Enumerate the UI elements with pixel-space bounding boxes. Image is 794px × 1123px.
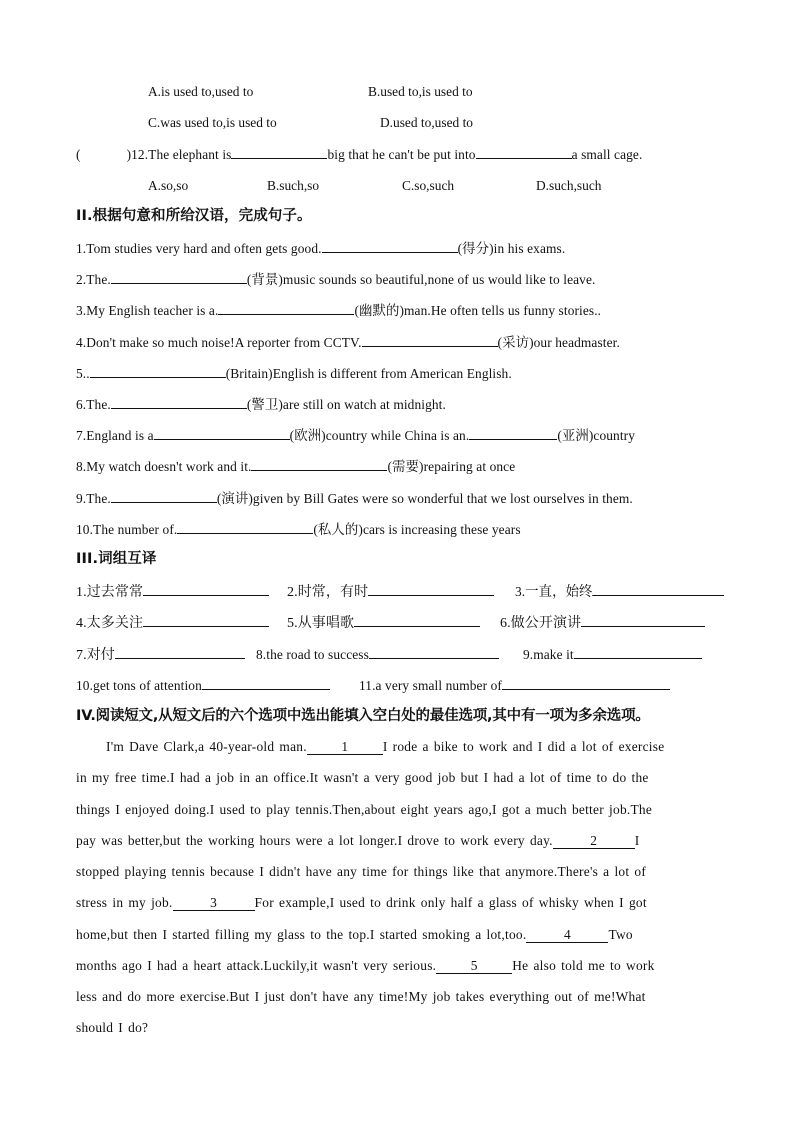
answer-blank[interactable] (111, 394, 247, 409)
option-c: C.was used to,is used to (148, 115, 277, 130)
question-12-stem: )12.The elephant is (126, 147, 232, 162)
answer-blank[interactable] (354, 612, 480, 627)
passage-line: stopped playing tennis because I didn't have any time for things like that anymore.There's a lot of (76, 864, 647, 879)
answer-blank[interactable] (369, 644, 499, 659)
answer-blank[interactable] (476, 144, 572, 159)
phrase-item: 3.一直，始终 (515, 581, 724, 603)
answer-blank[interactable] (177, 519, 313, 534)
passage-line: pay was better,but the working hours were a lot longer.I drove to work every day. 2 I (76, 833, 640, 848)
phrase-item: 4.太多关注 (76, 612, 269, 634)
sentence-item: 3.My English teacher is a. (幽默的)man.He often tells us funny stories.. (76, 300, 601, 321)
answer-blank[interactable] (502, 675, 670, 690)
sentence-item: 7.England is a (欧洲)country while China is an. (亚洲)country (76, 425, 635, 446)
phrase-item: 2.时常，有时 (287, 581, 494, 603)
answer-blank[interactable] (251, 456, 387, 471)
phrase-item: 11.a very small number of (359, 675, 670, 696)
section-4-heading: IV.阅读短文,从短文后的六个选项中选出能填入空白处的最佳选项,其中有一项为多余选项。 (76, 708, 650, 724)
sentence-item: 1.Tom studies very hard and often gets good. (得分)in his exams. (76, 238, 565, 259)
phrase-item: 5.从事唱歌 (287, 612, 480, 634)
passage-line: in my free time.I had a job in an office.It wasn't a very good job but I had a lot of time to do the (76, 770, 649, 785)
answer-blank[interactable] (111, 488, 217, 503)
answer-blank[interactable] (218, 300, 354, 315)
passage-line: I'm Dave Clark,a 40-year-old man. 1 I rode a bike to work and I did a lot of exercise (106, 739, 665, 754)
option-a: A.so,so (148, 178, 189, 193)
answer-blank[interactable] (592, 581, 724, 596)
answer-blank[interactable] (362, 332, 498, 347)
passage-blank-4[interactable]: 4 (526, 927, 608, 943)
sentence-item: 10.The number of. (私人的)cars is increasing these years (76, 519, 521, 540)
answer-blank[interactable] (231, 144, 327, 159)
phrase-item: 6.做公开演讲 (500, 612, 705, 634)
phrase-item: 7.对付 (76, 644, 245, 666)
phrase-item: 8.the road to success (256, 644, 499, 665)
answer-blank[interactable] (143, 612, 269, 627)
answer-blank[interactable] (202, 675, 330, 690)
sentence-item: 9.The. (演讲)given by Bill Gates were so wonderful that we lost ourselves in them. (76, 488, 633, 509)
option-b: B.such,so (267, 178, 320, 193)
passage-line: less and do more exercise.But I just don't have any time!My job takes everything out of me!What (76, 989, 646, 1004)
sentence-item: 2.The. (背景)music sounds so beautiful,none of us would like to leave. (76, 269, 595, 290)
phrase-item: 10.get tons of attention (76, 675, 330, 696)
answer-blank[interactable] (111, 269, 247, 284)
passage-blank-5[interactable]: 5 (436, 958, 512, 974)
option-b: B.used to,is used to (368, 84, 473, 99)
answer-blank[interactable] (115, 644, 245, 659)
phrase-item: 9.make it (523, 644, 702, 665)
answer-blank[interactable] (574, 644, 702, 659)
option-c: C.so,such (402, 178, 455, 193)
option-a: A.is used to,used to (148, 84, 254, 99)
answer-blank[interactable] (581, 612, 705, 627)
answer-blank[interactable] (143, 581, 269, 596)
answer-blank[interactable] (322, 238, 458, 253)
question-12: ( )12.The elephant is big that he can't be put into a small cage. (76, 144, 642, 165)
answer-blank[interactable] (368, 581, 494, 596)
passage-line: should I do? (76, 1020, 149, 1035)
passage-blank-1[interactable]: 1 (307, 739, 383, 755)
sentence-item: 5.. (Britain)English is different from American English. (76, 363, 512, 384)
passage-blank-2[interactable]: 2 (553, 833, 635, 849)
passage-blank-3[interactable]: 3 (173, 895, 255, 911)
section-2-heading: II.根据句意和所给汉语，完成句子。 (76, 208, 312, 224)
passage-line: things I enjoyed doing.I used to play tennis.Then,about eight years ago,I got a much better job.The (76, 802, 653, 817)
sentence-item: 4.Don't make so much noise!A reporter from CCTV. (采访)our headmaster. (76, 332, 620, 353)
passage-line: stress in my job. 3 For example,I used to drink only half a glass of whisky when I got (76, 895, 647, 910)
option-d: D.used to,used to (380, 115, 473, 130)
section-3-heading: III.词组互译 (76, 551, 157, 567)
phrase-item: 1.过去常常 (76, 581, 269, 603)
answer-blank[interactable] (469, 425, 557, 440)
answer-blank[interactable] (90, 363, 226, 378)
passage-line: home,but then I started filling my glass to the top.I started smoking a lot,too. 4 Two (76, 927, 633, 942)
sentence-item: 6.The. (警卫)are still on watch at midnight. (76, 394, 446, 415)
answer-blank[interactable] (154, 425, 290, 440)
passage-line: months ago I had a heart attack.Luckily,it wasn't very serious. 5 He also told me to work (76, 958, 655, 973)
sentence-item: 8.My watch doesn't work and it. (需要)repairing at once (76, 456, 515, 477)
answer-paren-open: ( (76, 147, 81, 162)
option-d: D.such,such (536, 178, 602, 193)
